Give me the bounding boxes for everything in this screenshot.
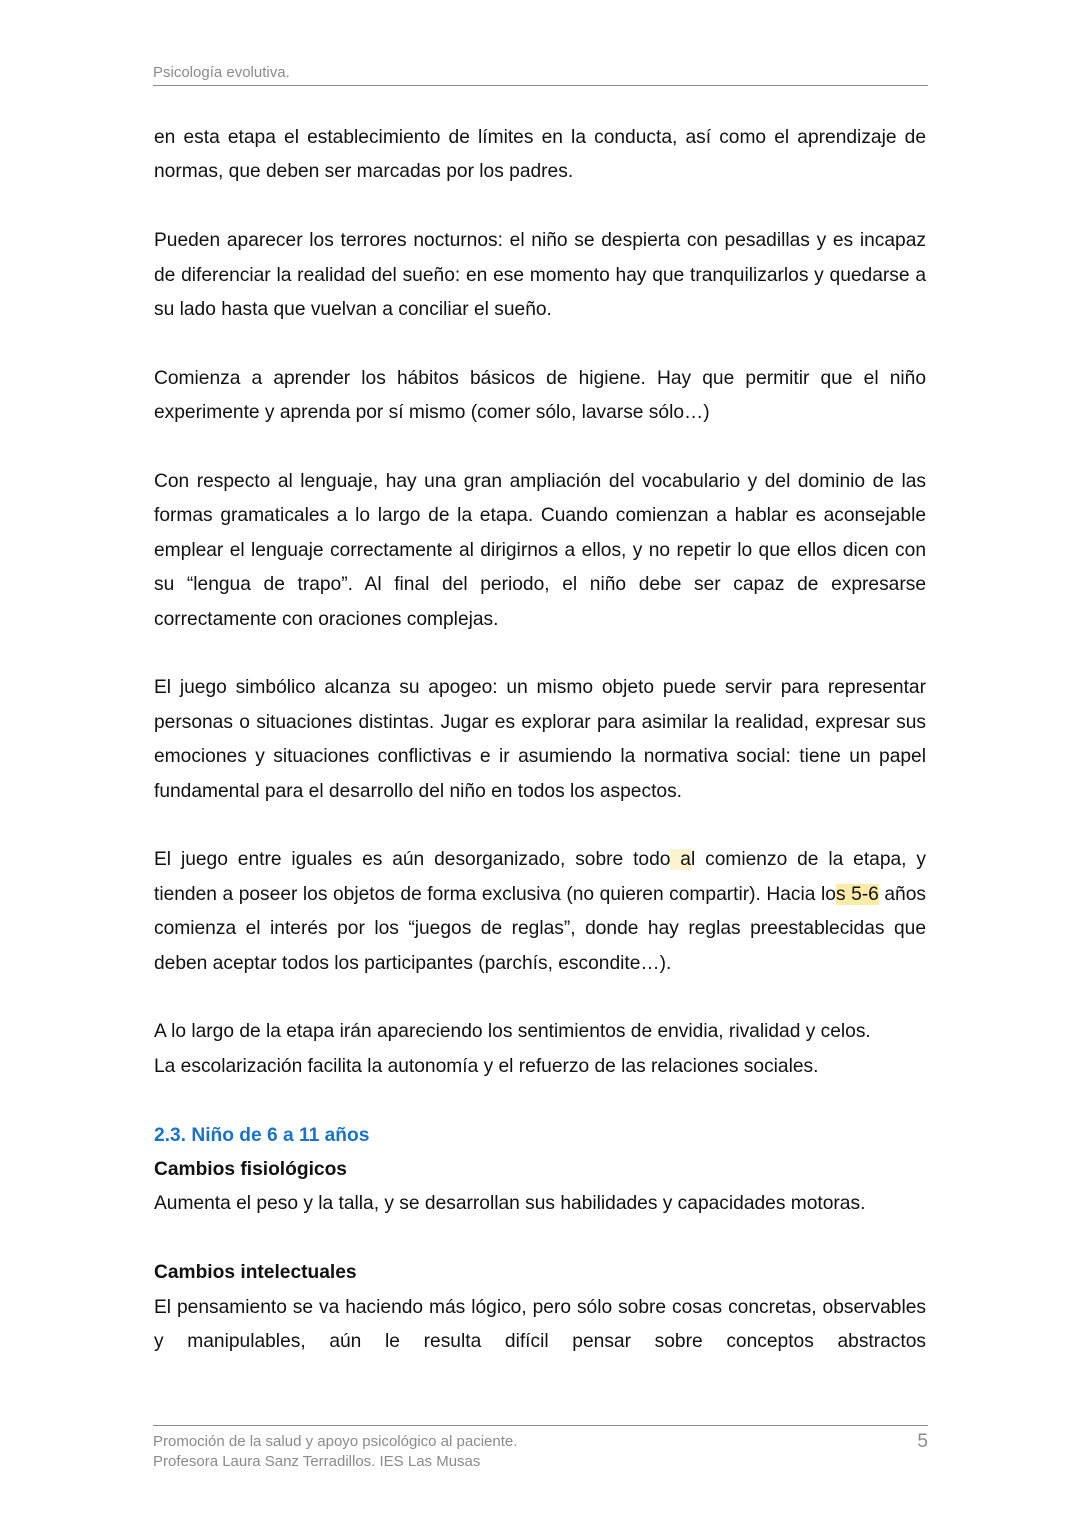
- paragraph-symbolic-play: El juego simbólico alcanza su apogeo: un mismo objeto puede servir para representar personas o situaciones distintas. Jugar es explorar para asimilar la realidad, expresar sus emociones y situaciones conflictivas e ir asumiendo la normativa social: tiene un papel fundamental para el desarrollo del niño en todos los aspectos.: [154, 677, 926, 802]
- page-number: 5: [917, 1431, 928, 1452]
- physiological-heading: Cambios fisiológicos: [154, 1159, 347, 1181]
- peer-play-text-2: l comienzo de la etapa, y tienden a poseer los objetos de forma exclusiva (no quieren compartir). Hacia lo: [154, 849, 926, 905]
- header-title: Psicología evolutiva.: [153, 64, 290, 81]
- physiological-text: Aumenta el peso y la talla, y se desarrollan sus habilidades y capacidades motoras.: [154, 1193, 866, 1215]
- paragraph-hygiene: Comienza a aprender los hábitos básicos de higiene. Hay que permitir que el niño experimente y aprenda por sí mismo (comer sólo, lavarse sólo…): [154, 367, 926, 424]
- section-heading: 2.3. Niño de 6 a 11 años: [154, 1124, 370, 1146]
- peer-play-faint-highlight: a: [670, 849, 691, 871]
- page-footer: [153, 1425, 928, 1471]
- footer-teacher: Profesora Laura Sanz Terradillos. IES Las Musas: [153, 1452, 481, 1470]
- footer-course: Promoción de la salud y apoyo psicológico al paciente.: [153, 1433, 518, 1450]
- intellectual-text: El pensamiento se va haciendo más lógico, pero sólo sobre cosas concretas, observables y manipulables, aún le resulta difícil pensar sobre conceptos abstractos: [154, 1296, 926, 1353]
- peer-play-text-3: años comienza el interés por los “juegos de reglas”, donde hay reglas preestablecidas que deben aceptar todos los participantes (parchís, escondite…).: [154, 883, 926, 974]
- paragraph-night-terrors: Pueden aparecer los terrores nocturnos: el niño se despierta con pesadillas y es incapaz de diferenciar la realidad del sueño: en ese momento hay que tranquilizarlos y quedarse a su lado hasta que vuelvan a conciliar el sueño.: [154, 230, 926, 321]
- paragraph-peer-play: [154, 843, 926, 981]
- paragraph-limits: en esta etapa el establecimiento de límites en la conducta, así como el aprendizaje de normas, que deben ser marcadas por los padres.: [154, 127, 926, 183]
- intellectual-heading: Cambios intelectuales: [154, 1262, 357, 1284]
- paragraph-feelings: [154, 1015, 926, 1084]
- document-body: [154, 121, 926, 1360]
- feelings-line-1: A lo largo de la etapa irán apareciendo los sentimientos de envidia, rivalidad y celos.: [154, 1021, 871, 1043]
- page-header: [153, 64, 928, 86]
- highlighted-age-range: s 5-6: [835, 883, 879, 905]
- peer-play-text-1: El juego entre iguales es aún desorganizado, sobre todo: [154, 849, 671, 871]
- paragraph-language: Con respecto al lenguaje, hay una gran ampliación del vocabulario y del dominio de las formas gramaticales a lo largo de la etapa. Cuando comienzan a hablar es aconsejable emplear el lenguaje correctamente al dirigirnos a ellos, y no repetir lo que ellos dicen con su “lengua de trapo”. Al final del periodo, el niño debe ser capaz de expresarse correctamente con oraciones complejas.: [154, 471, 926, 630]
- feelings-line-2: La escolarización facilita la autonomía y el refuerzo de las relaciones sociales.: [154, 1055, 819, 1077]
